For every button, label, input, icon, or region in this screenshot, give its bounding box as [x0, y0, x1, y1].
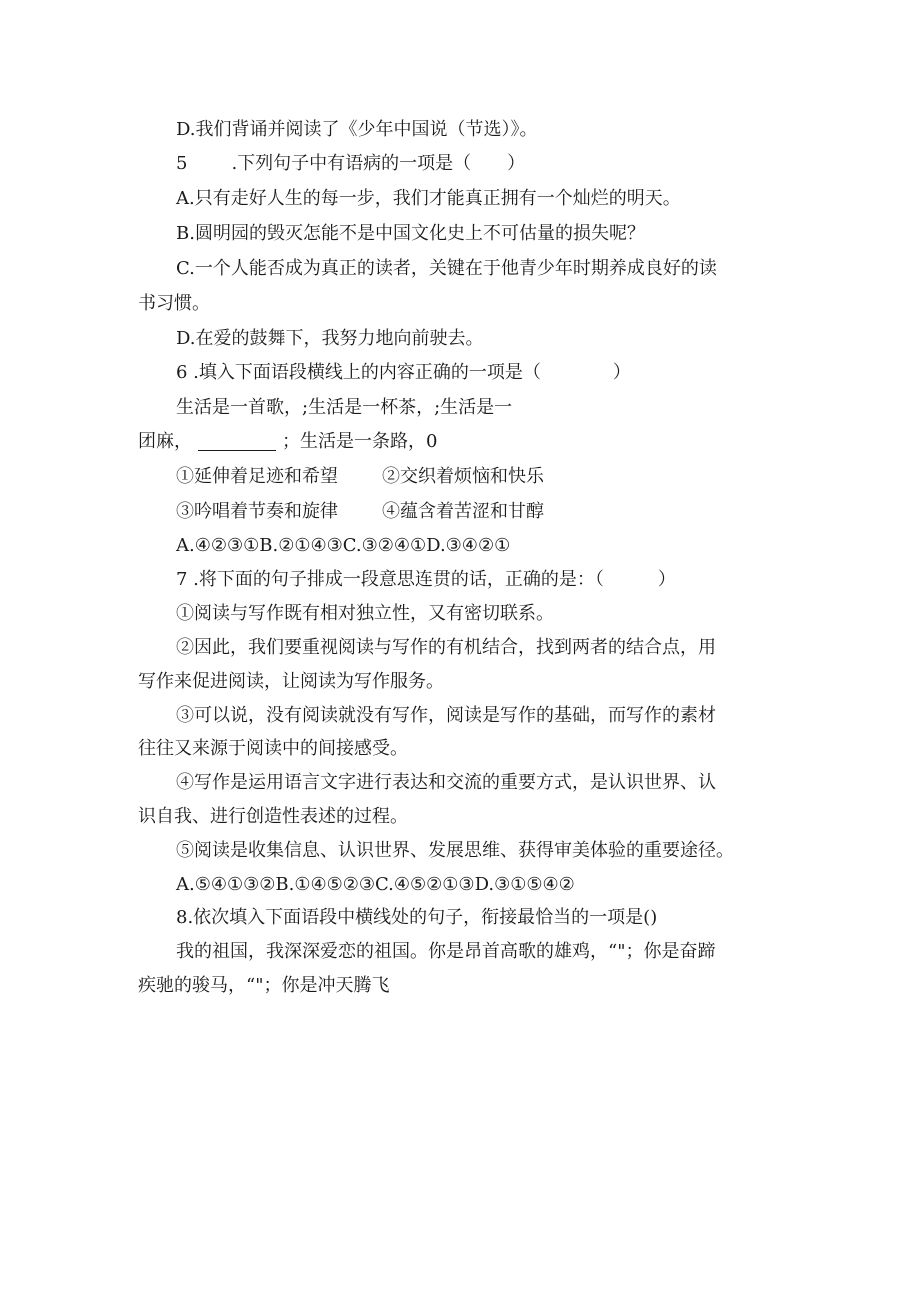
q5-option-c-cont: 书习惯。: [138, 293, 210, 314]
q5-option-d: D.在爱的鼓舞下，我努力地向前驶去。: [176, 328, 484, 349]
q6-passage-start: 团麻，: [138, 431, 192, 452]
q5-stem: [176, 152, 525, 176]
q6-passage-line1: 生活是一首歌，;生活是一杯茶，;生活是一: [176, 397, 513, 418]
q6-passage-line2: [138, 430, 437, 454]
q8-passage-line1: 我的祖国，我深深爱恋的祖国。你是昂首高歌的雄鸡，“"；你是奋蹄: [176, 941, 716, 962]
q6-option-1: ①延伸着足迹和希望: [176, 466, 338, 487]
q5-option-b: B.圆明园的毁灭怎能不是中国文化史上不可估量的损失呢？: [176, 223, 645, 244]
q5-text: .下列句子中有语病的一项是（ ）: [231, 153, 526, 174]
q7-sentence-3: ③可以说，没有阅读就没有写作，阅读是写作的基础，而写作的素材: [176, 705, 716, 726]
q7-sentence-4-cont: 识自我、进行创造性表述的过程。: [138, 806, 408, 827]
q5-number: 5: [176, 153, 188, 174]
q7-sentence-2: ②因此，我们要重视阅读与写作的有机结合，找到两者的结合点，用: [176, 637, 716, 658]
q5-option-c: C.一个人能否成为真正的读者，关键在于他青少年时期养成良好的读: [176, 258, 717, 279]
q6-passage-end: ；生活是一条路，0: [282, 431, 438, 452]
q7-sentence-5: ⑤阅读是收集信息、认识世界、发展思维、获得审美体验的重要途径。: [176, 840, 734, 861]
q7-answers: A.⑤④①③②B.①④⑤②③C.④⑤②①③D.③①⑤④②: [176, 874, 575, 895]
q6-option-2: ②交织着烦恼和快乐: [382, 466, 544, 487]
q6-option-4: ④蕴含着苦涩和甘醇: [382, 501, 544, 522]
q7-sentence-2-cont: 写作来促进阅读，让阅读为写作服务。: [138, 671, 444, 692]
q8-stem: 8.依次填入下面语段中横线处的句子，衔接最恰当的一项是(): [176, 907, 658, 928]
q6-options-row2: [176, 500, 544, 524]
q6-answers: A.④②③①B.②①④③C.③②④①D.③④②①: [176, 535, 511, 556]
q8-passage-line2: 疾驰的骏马，“"；你是冲天腾飞: [138, 975, 390, 996]
q7-sentence-4: ④写作是运用语言文字进行表达和交流的重要方式，是认识世界、认: [176, 772, 716, 793]
q4-option-d: D.我们背诵并阅读了《少年中国说（节选）》。: [176, 119, 538, 140]
q6-options-row1: [176, 465, 544, 489]
q6-option-3: ③吟唱着节奏和旋律: [176, 501, 338, 522]
fill-blank: [198, 432, 276, 451]
q5-option-a: A.只有走好人生的每一步，我们才能真正拥有一个灿烂的明天。: [176, 188, 681, 209]
q7-sentence-3-cont: 往往又来源于阅读中的间接感受。: [138, 738, 408, 759]
q6-stem: 6 .填入下面语段横线上的内容正确的一项是（ ）: [176, 362, 631, 383]
q7-stem: 7 .将下面的句子排成一段意思连贯的话，正确的是：（ ）: [176, 569, 676, 590]
q7-sentence-1: ①阅读与写作既有相对独立性，又有密切联系。: [176, 603, 554, 624]
